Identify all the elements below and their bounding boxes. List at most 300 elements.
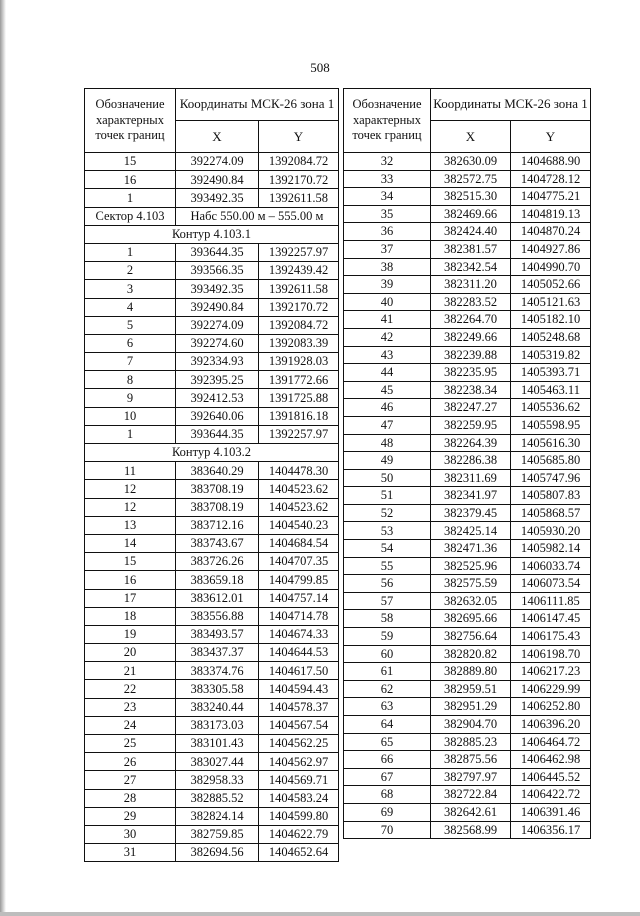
coord-y: 1392084.72: [259, 316, 339, 334]
point-number: 45: [344, 381, 431, 399]
point-number: 21: [85, 662, 176, 680]
coord-y: 1404478.30: [259, 462, 339, 480]
coord-x: 383612.01: [176, 589, 259, 607]
coord-x: 382283.52: [431, 293, 511, 311]
header-coordinates: Координаты МСК-26 зона 1: [431, 89, 591, 121]
table-row: [85, 825, 339, 843]
point-number: 54: [344, 540, 431, 558]
point-number: 63: [344, 698, 431, 716]
point-number: 19: [85, 625, 176, 643]
coord-x: 392412.53: [176, 389, 259, 407]
coord-y: 1392439.42: [259, 262, 339, 280]
point-number: 61: [344, 663, 431, 681]
point-number: 56: [344, 575, 431, 593]
point-number: 66: [344, 751, 431, 769]
coord-x: 392395.25: [176, 371, 259, 389]
coord-x: 383240.44: [176, 698, 259, 716]
coord-x: 382469.66: [431, 205, 511, 223]
coord-x: 382264.39: [431, 434, 511, 452]
coord-x: 383726.26: [176, 553, 259, 571]
table-row: [344, 557, 591, 575]
coord-y: 1404775.21: [511, 188, 591, 206]
header-x: X: [176, 121, 259, 153]
coord-y: 1392084.72: [259, 153, 339, 171]
coord-y: 1404652.64: [259, 844, 339, 862]
coord-x: 383659.18: [176, 571, 259, 589]
table-row: [85, 444, 339, 462]
coord-x: 382259.95: [431, 416, 511, 434]
point-number: 39: [344, 276, 431, 294]
coord-x: 382515.30: [431, 188, 511, 206]
coord-y: 1404622.79: [259, 825, 339, 843]
coord-x: 383556.88: [176, 607, 259, 625]
coord-y: 1406396.20: [511, 716, 591, 734]
coord-x: 382311.69: [431, 469, 511, 487]
point-number: 49: [344, 452, 431, 470]
point-number: 12: [85, 480, 176, 498]
table-row: [85, 407, 339, 425]
coord-y: 1405868.57: [511, 504, 591, 522]
point-number: 14: [85, 534, 176, 552]
table-row: [85, 243, 339, 261]
header-point-label: Обозначение характерных точек границ: [85, 89, 176, 153]
coord-y: 1404674.33: [259, 625, 339, 643]
table-row: [344, 399, 591, 417]
point-number: 28: [85, 789, 176, 807]
point-number: 5: [85, 316, 176, 334]
coord-y: 1405930.20: [511, 522, 591, 540]
table-row: [85, 753, 339, 771]
point-number: 26: [85, 753, 176, 771]
table-row: [344, 469, 591, 487]
table-row: [85, 553, 339, 571]
coord-y: 1405182.10: [511, 311, 591, 329]
coord-x: 383027.44: [176, 753, 259, 771]
coord-y: 1404617.50: [259, 662, 339, 680]
coord-y: 1391725.88: [259, 389, 339, 407]
table-row: [85, 680, 339, 698]
coord-x: 382264.70: [431, 311, 511, 329]
coord-y: 1404927.86: [511, 240, 591, 258]
coord-y: 1406464.72: [511, 733, 591, 751]
coord-y: 1406175.43: [511, 628, 591, 646]
coord-x: 382425.14: [431, 522, 511, 540]
table-row: [85, 207, 339, 225]
coord-y: 1405685.80: [511, 452, 591, 470]
point-number: 34: [344, 188, 431, 206]
point-number: 70: [344, 821, 431, 839]
point-number: 15: [85, 553, 176, 571]
table-row: [344, 205, 591, 223]
coord-x: 382632.05: [431, 592, 511, 610]
table-row: [344, 188, 591, 206]
point-number: 23: [85, 698, 176, 716]
table-row: [85, 480, 339, 498]
coord-y: 1404688.90: [511, 153, 591, 171]
table-row: [344, 311, 591, 329]
coord-y: 1404714.78: [259, 607, 339, 625]
point-number: 16: [85, 571, 176, 589]
table-row: [85, 625, 339, 643]
coord-x: 383743.67: [176, 534, 259, 552]
table-body-right: [344, 153, 591, 839]
coord-y: 1404523.62: [259, 480, 339, 498]
table-row: [85, 462, 339, 480]
coord-y: 1405807.83: [511, 487, 591, 505]
coord-x: 382525.96: [431, 557, 511, 575]
coord-y: 1404599.80: [259, 807, 339, 825]
coord-x: 382904.70: [431, 716, 511, 734]
coord-x: 382694.56: [176, 844, 259, 862]
contour-title: Контур 4.103.1: [85, 225, 339, 243]
coord-y: 1392611.58: [259, 280, 339, 298]
table-row: [344, 153, 591, 171]
point-number: 16: [85, 171, 176, 189]
point-number: 38: [344, 258, 431, 276]
point-number: 68: [344, 786, 431, 804]
table-row: [344, 240, 591, 258]
table-row: [344, 416, 591, 434]
coord-x: 392490.84: [176, 298, 259, 316]
point-number: 7: [85, 353, 176, 371]
point-number: 43: [344, 346, 431, 364]
point-number: 40: [344, 293, 431, 311]
coord-y: 1405536.62: [511, 399, 591, 417]
coord-y: 1405463.11: [511, 381, 591, 399]
table-row: [344, 434, 591, 452]
coord-y: 1404684.54: [259, 534, 339, 552]
table-row: [344, 803, 591, 821]
point-number: 48: [344, 434, 431, 452]
coord-y: 1391928.03: [259, 353, 339, 371]
coord-x: 382311.20: [431, 276, 511, 294]
point-number: 47: [344, 416, 431, 434]
table-row: [344, 821, 591, 839]
point-number: 44: [344, 364, 431, 382]
header-coordinates: Координаты МСК-26 зона 1: [176, 89, 339, 121]
point-number: 32: [344, 153, 431, 171]
coord-x: 383708.19: [176, 498, 259, 516]
table-row: [344, 786, 591, 804]
point-number: 2: [85, 262, 176, 280]
coord-x: 383437.37: [176, 644, 259, 662]
point-number: 29: [85, 807, 176, 825]
coord-y: 1406198.70: [511, 645, 591, 663]
table-row: [85, 534, 339, 552]
point-number: 46: [344, 399, 431, 417]
point-number: 12: [85, 498, 176, 516]
table-row: [344, 698, 591, 716]
table-row: [85, 607, 339, 625]
coord-y: 1404562.97: [259, 753, 339, 771]
coord-x: 383305.58: [176, 680, 259, 698]
coord-x: 382820.82: [431, 645, 511, 663]
coord-y: 1392170.72: [259, 298, 339, 316]
table-body-left: [85, 153, 339, 862]
table-row: [85, 189, 339, 207]
coord-y: 1404523.62: [259, 498, 339, 516]
coord-y: 1404728.12: [511, 170, 591, 188]
point-number: 4: [85, 298, 176, 316]
table-row: [344, 680, 591, 698]
point-number: 51: [344, 487, 431, 505]
table-row: [344, 663, 591, 681]
point-number: 18: [85, 607, 176, 625]
coord-y: 1391772.66: [259, 371, 339, 389]
coord-x: 382572.75: [431, 170, 511, 188]
table-row: [344, 522, 591, 540]
table-row: [344, 504, 591, 522]
point-number: 17: [85, 589, 176, 607]
page-number: 508: [310, 60, 330, 75]
table-row: [85, 171, 339, 189]
coord-x: 382959.51: [431, 680, 511, 698]
table-row: [344, 575, 591, 593]
coord-y: 1406111.85: [511, 592, 591, 610]
coord-y: 1405747.96: [511, 469, 591, 487]
coord-x: 383640.29: [176, 462, 259, 480]
coord-y: 1404707.35: [259, 553, 339, 571]
coord-y: 1405598.95: [511, 416, 591, 434]
table-row: [85, 371, 339, 389]
coord-y: 1406422.72: [511, 786, 591, 804]
table-row: [344, 628, 591, 646]
point-number: 50: [344, 469, 431, 487]
coord-x: 392640.06: [176, 407, 259, 425]
point-number: 30: [85, 825, 176, 843]
point-number: 58: [344, 610, 431, 628]
table-row: [344, 716, 591, 734]
point-number: 35: [344, 205, 431, 223]
table-row: [85, 789, 339, 807]
coord-y: 1404569.71: [259, 771, 339, 789]
table-row: [344, 768, 591, 786]
point-number: 20: [85, 644, 176, 662]
table-row: [344, 381, 591, 399]
point-number: 41: [344, 311, 431, 329]
table-row: [85, 571, 339, 589]
table-row: [344, 328, 591, 346]
table-row: [344, 170, 591, 188]
coord-y: 1405319.82: [511, 346, 591, 364]
contour-title: Контур 4.103.2: [85, 444, 339, 462]
coord-x: 382695.66: [431, 610, 511, 628]
point-number: 25: [85, 735, 176, 753]
point-number: 9: [85, 389, 176, 407]
table-row: [344, 276, 591, 294]
coord-y: 1405393.71: [511, 364, 591, 382]
sector-label: Сектор 4.103: [85, 207, 176, 225]
coord-x: 382824.14: [176, 807, 259, 825]
point-number: 24: [85, 716, 176, 734]
table-row: [344, 293, 591, 311]
point-number: 62: [344, 680, 431, 698]
table-row: [344, 258, 591, 276]
table-row: [344, 592, 591, 610]
coord-x: 382379.45: [431, 504, 511, 522]
header-y: Y: [511, 121, 591, 153]
coord-y: 1406445.52: [511, 768, 591, 786]
point-number: 6: [85, 334, 176, 352]
coord-x: 383101.43: [176, 735, 259, 753]
coord-x: 392274.09: [176, 316, 259, 334]
point-number: 59: [344, 628, 431, 646]
coord-x: 382875.56: [431, 751, 511, 769]
coord-y: 1392611.58: [259, 189, 339, 207]
coord-x: 382424.40: [431, 223, 511, 241]
coord-y: 1405121.63: [511, 293, 591, 311]
coord-y: 1404594.43: [259, 680, 339, 698]
coord-x: 382239.88: [431, 346, 511, 364]
coord-y: 1392257.97: [259, 425, 339, 443]
coordinates-table-right: [343, 88, 591, 839]
coord-x: 393492.35: [176, 189, 259, 207]
coord-y: 1391816.18: [259, 407, 339, 425]
coord-y: 1406462.98: [511, 751, 591, 769]
point-number: 8: [85, 371, 176, 389]
coord-x: 392334.93: [176, 353, 259, 371]
coord-x: 382341.97: [431, 487, 511, 505]
coord-y: 1404799.85: [259, 571, 339, 589]
coord-y: 1404562.25: [259, 735, 339, 753]
table-row: [85, 353, 339, 371]
table-row: [85, 735, 339, 753]
coord-x: 383493.57: [176, 625, 259, 643]
coord-x: 382756.64: [431, 628, 511, 646]
table-row: [85, 280, 339, 298]
coord-x: 382381.57: [431, 240, 511, 258]
coord-y: 1392257.97: [259, 243, 339, 261]
coord-y: 1404644.53: [259, 644, 339, 662]
table-row: [85, 771, 339, 789]
table-row: [344, 487, 591, 505]
table-row: [344, 364, 591, 382]
table-row: [85, 516, 339, 534]
coord-x: 392490.84: [176, 171, 259, 189]
point-number: 13: [85, 516, 176, 534]
header-x: X: [431, 121, 511, 153]
coord-x: 383712.16: [176, 516, 259, 534]
coord-y: 1405982.14: [511, 540, 591, 558]
point-number: 55: [344, 557, 431, 575]
coord-x: 382951.29: [431, 698, 511, 716]
coord-y: 1404578.37: [259, 698, 339, 716]
coord-x: 382575.59: [431, 575, 511, 593]
coord-x: 382642.61: [431, 803, 511, 821]
table-row: [85, 262, 339, 280]
coord-x: 392274.09: [176, 153, 259, 171]
point-number: 36: [344, 223, 431, 241]
coord-y: 1405052.66: [511, 276, 591, 294]
coord-y: 1404567.54: [259, 716, 339, 734]
coord-y: 1406229.99: [511, 680, 591, 698]
coord-x: 382797.97: [431, 768, 511, 786]
coord-y: 1406147.45: [511, 610, 591, 628]
coord-x: 382238.34: [431, 381, 511, 399]
coord-y: 1404583.24: [259, 789, 339, 807]
table-row: [344, 733, 591, 751]
coord-y: 1406252.80: [511, 698, 591, 716]
coord-x: 382722.84: [431, 786, 511, 804]
point-number: 69: [344, 803, 431, 821]
table-row: [85, 498, 339, 516]
coord-x: 383374.76: [176, 662, 259, 680]
coord-x: 382342.54: [431, 258, 511, 276]
table-row: [85, 153, 339, 171]
coord-x: 382286.38: [431, 452, 511, 470]
coord-y: 1406033.74: [511, 557, 591, 575]
coord-y: 1404870.24: [511, 223, 591, 241]
point-number: 33: [344, 170, 431, 188]
point-number: 60: [344, 645, 431, 663]
coord-x: 382889.80: [431, 663, 511, 681]
point-number: 10: [85, 407, 176, 425]
point-number: 31: [85, 844, 176, 862]
point-number: 64: [344, 716, 431, 734]
point-number: 53: [344, 522, 431, 540]
table-row: [85, 589, 339, 607]
table-row: [344, 751, 591, 769]
table-row: [85, 644, 339, 662]
table-row: [85, 662, 339, 680]
coord-x: 382759.85: [176, 825, 259, 843]
scan-left-edge: [0, 0, 6, 916]
point-number: 67: [344, 768, 431, 786]
coord-x: 382247.27: [431, 399, 511, 417]
coord-x: 393492.35: [176, 280, 259, 298]
table-row: [344, 223, 591, 241]
height-range: Набс 550.00 м – 555.00 м: [176, 207, 339, 225]
coordinates-table-left: [84, 88, 339, 862]
coord-x: 383708.19: [176, 480, 259, 498]
coord-y: 1404990.70: [511, 258, 591, 276]
coord-y: 1405616.30: [511, 434, 591, 452]
coord-y: 1404819.13: [511, 205, 591, 223]
coord-x: 393644.35: [176, 243, 259, 261]
coord-x: 382249.66: [431, 328, 511, 346]
point-number: 11: [85, 462, 176, 480]
coord-x: 393566.35: [176, 262, 259, 280]
point-number: 27: [85, 771, 176, 789]
table-row: [344, 610, 591, 628]
point-number: 37: [344, 240, 431, 258]
table-row: [85, 334, 339, 352]
coord-y: 1406073.54: [511, 575, 591, 593]
table-row: [85, 389, 339, 407]
coord-x: 383173.03: [176, 716, 259, 734]
coord-x: 382958.33: [176, 771, 259, 789]
table-row: [85, 807, 339, 825]
coord-y: 1405248.68: [511, 328, 591, 346]
table-row: [85, 698, 339, 716]
point-number: 22: [85, 680, 176, 698]
table-row: [344, 452, 591, 470]
point-number: 42: [344, 328, 431, 346]
coord-y: 1392170.72: [259, 171, 339, 189]
coord-x: 382568.99: [431, 821, 511, 839]
point-number: 3: [85, 280, 176, 298]
coord-y: 1406356.17: [511, 821, 591, 839]
table-row: [85, 844, 339, 862]
table-row: [344, 645, 591, 663]
header-point-label: Обозначение характерных точек границ: [344, 89, 431, 153]
point-number: 15: [85, 153, 176, 171]
point-number: 1: [85, 243, 176, 261]
coord-x: 392274.60: [176, 334, 259, 352]
scan-bottom-edge: [0, 912, 640, 916]
coord-x: 382630.09: [431, 153, 511, 171]
coord-y: 1392083.39: [259, 334, 339, 352]
